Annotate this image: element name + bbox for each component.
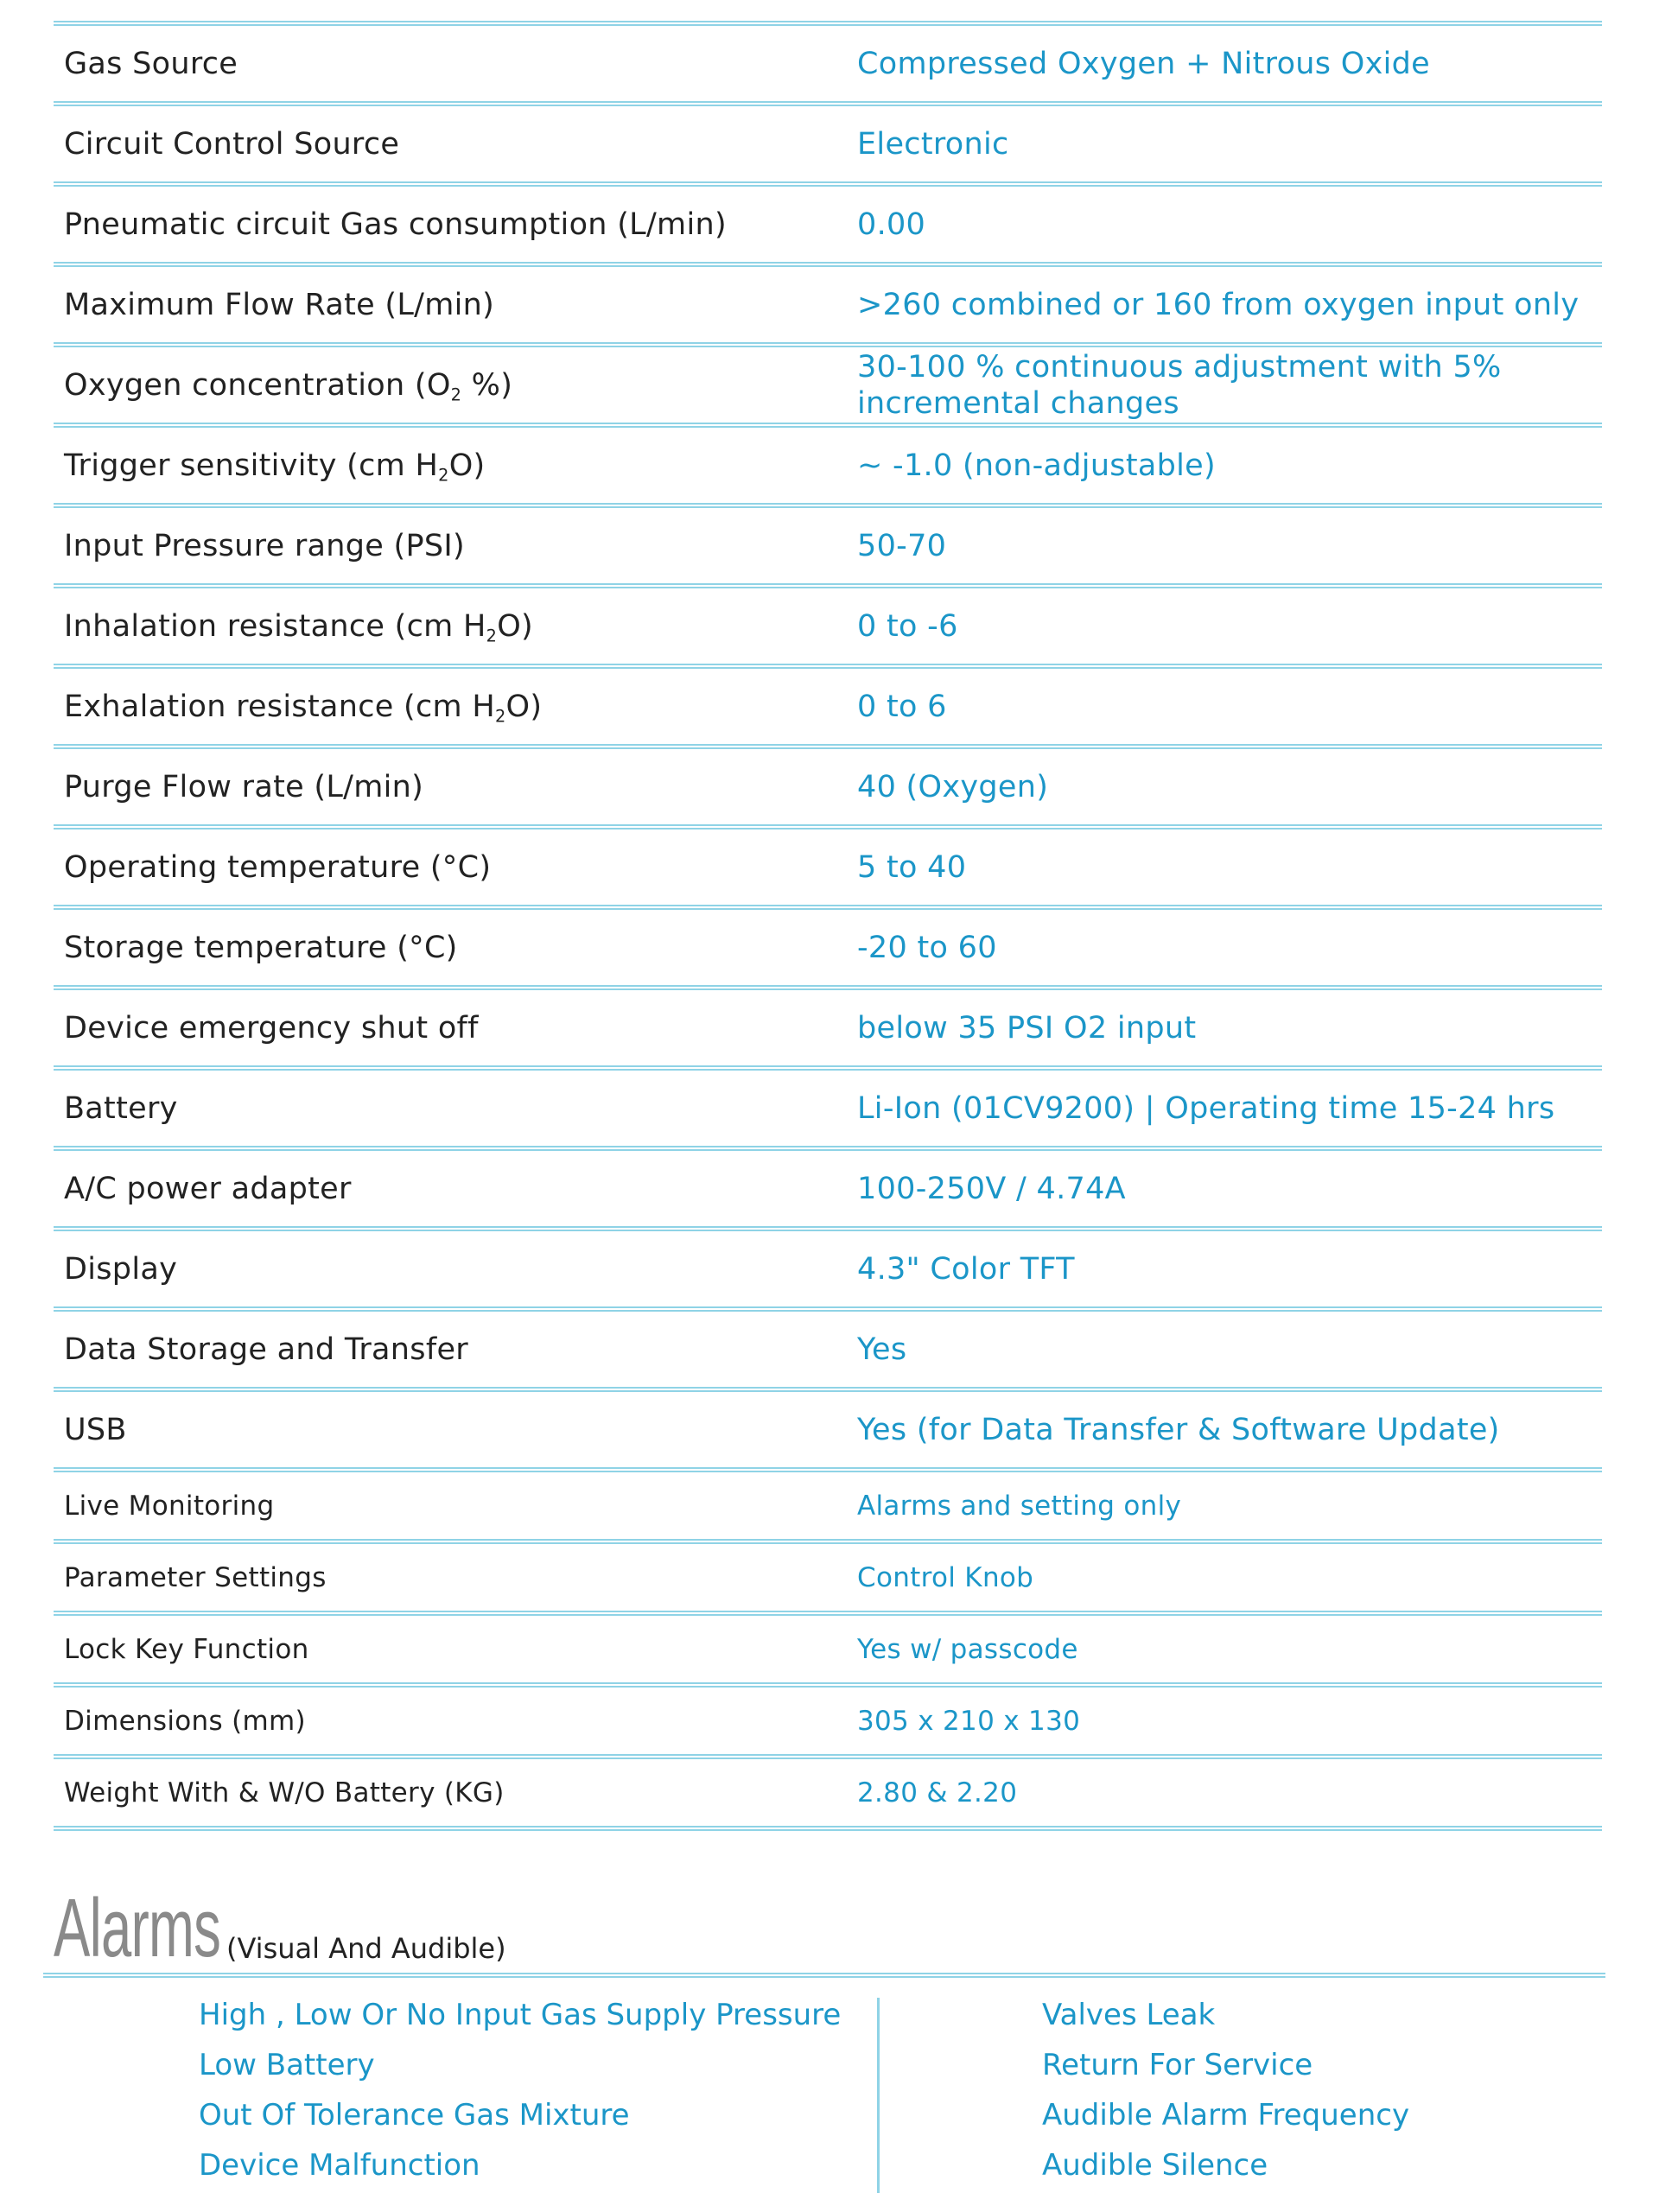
spec-label: Parameter Settings: [64, 1561, 327, 1593]
spec-value: Yes: [857, 1332, 907, 1367]
spec-value: 100-250V / 4.74A: [857, 1171, 1126, 1206]
table-row: [54, 1312, 1602, 1387]
spec-value: below 35 PSI O2 input: [857, 1010, 1197, 1046]
table-row: [54, 106, 1602, 181]
spec-value: 5 to 40: [857, 849, 967, 885]
spec-label: [54, 689, 857, 727]
alarms-rule: [43, 1973, 1605, 1978]
spec-label: Circuit Control Source: [64, 126, 400, 162]
spec-table: [54, 21, 1602, 1831]
spec-label: Battery: [64, 1090, 178, 1126]
table-row: [54, 1151, 1602, 1226]
spec-label: Weight With & W/O Battery (KG): [64, 1777, 505, 1808]
spec-value: 2.80 & 2.20: [857, 1777, 1018, 1808]
spec-label-text: O): [505, 689, 543, 724]
spec-label: [54, 609, 857, 644]
list-item: Valves Leak: [1042, 1998, 1216, 2032]
spec-label: Operating temperature (°C): [64, 849, 492, 885]
table-row: [54, 1688, 1602, 1754]
spec-label: Device emergency shut off: [64, 1010, 479, 1046]
table-rule: [54, 1826, 1602, 1831]
list-item: Audible Alarm Frequency: [1042, 2098, 1410, 2133]
table-row: [54, 1392, 1602, 1467]
alarms-title: Alarms: [54, 1882, 221, 1974]
spec-label: Storage temperature (°C): [64, 930, 458, 965]
table-row: [54, 508, 1602, 583]
spec-value: Electronic: [857, 126, 1009, 162]
table-row: [54, 1759, 1602, 1826]
spec-label-text: Oxygen concentration (O: [64, 367, 451, 403]
table-row: [54, 990, 1602, 1065]
spec-value: ~ -1.0 (non-adjustable): [857, 448, 1216, 483]
spec-value-line: incremental changes: [857, 385, 1179, 421]
spec-label: Pneumatic circuit Gas consumption (L/min): [64, 207, 727, 242]
list-item: Out Of Tolerance Gas Mixture: [199, 2098, 630, 2133]
spec-value: Yes (for Data Transfer & Software Update): [857, 1412, 1500, 1447]
table-row: [54, 749, 1602, 824]
subscript: 2: [438, 465, 449, 486]
spec-value: 50-70: [857, 528, 947, 563]
table-row: [54, 187, 1602, 262]
table-row: [54, 588, 1602, 664]
alarms-subtitle: (Visual And Audible): [226, 1932, 506, 1965]
spec-value: 40 (Oxygen): [857, 769, 1049, 804]
table-row: [54, 347, 1602, 423]
table-row: [54, 1231, 1602, 1306]
spec-value: 305 x 210 x 130: [857, 1705, 1081, 1737]
table-row: [54, 267, 1602, 342]
spec-label-text: %): [461, 367, 513, 403]
spec-label: Lock Key Function: [64, 1633, 309, 1665]
spec-value: 0 to -6: [857, 608, 958, 644]
table-row: [54, 1071, 1602, 1146]
alarms-list-right: [1042, 1990, 1409, 2190]
table-row: [54, 1544, 1602, 1611]
spec-value: Alarms and setting only: [857, 1490, 1182, 1522]
spec-label-text: Trigger sensitivity (cm H: [64, 448, 439, 483]
table-row: [54, 1616, 1602, 1682]
table-row: [54, 910, 1602, 985]
spec-value: Control Knob: [857, 1561, 1034, 1593]
table-row: [54, 26, 1602, 101]
spec-label: Dimensions (mm): [64, 1705, 306, 1737]
spec-label-text: Exhalation resistance (cm H: [64, 689, 495, 724]
list-item: High , Low Or No Input Gas Supply Pressure: [199, 1998, 842, 2032]
spec-label: Live Monitoring: [64, 1490, 275, 1522]
spec-label-text: O): [497, 608, 533, 644]
subscript: 2: [450, 385, 462, 405]
spec-value: Li-Ion (01CV9200) | Operating time 15-24 hrs: [857, 1090, 1555, 1126]
spec-value: -20 to 60: [857, 930, 997, 965]
spec-label: Maximum Flow Rate (L/min): [64, 287, 495, 322]
spec-value: >260 combined or 160 from oxygen input only: [857, 287, 1580, 322]
spec-label-text: Inhalation resistance (cm H: [64, 608, 486, 644]
table-row: [54, 428, 1602, 503]
list-item: Return For Service: [1042, 2048, 1313, 2082]
spec-label: [54, 448, 857, 486]
table-row: [54, 1472, 1602, 1539]
list-item: Low Battery: [199, 2048, 375, 2082]
spec-label: Gas Source: [64, 46, 238, 81]
alarms-list-left: [199, 1990, 841, 2190]
spec-label: [54, 368, 857, 403]
spec-value: [857, 349, 1602, 422]
list-item: Audible Silence: [1042, 2148, 1268, 2183]
spec-value: Compressed Oxygen + Nitrous Oxide: [857, 46, 1430, 81]
alarms-header: [54, 1882, 1609, 1974]
spec-value: 0 to 6: [857, 689, 947, 724]
spec-value: 4.3" Color TFT: [857, 1251, 1075, 1287]
spec-value: 0.00: [857, 207, 926, 242]
spec-label: A/C power adapter: [64, 1171, 352, 1206]
spec-label: Data Storage and Transfer: [64, 1332, 468, 1367]
subscript: 2: [494, 706, 506, 727]
subscript: 2: [486, 626, 498, 646]
alarms-divider: [877, 1998, 880, 2193]
spec-label: Purge Flow rate (L/min): [64, 769, 424, 804]
table-row: [54, 830, 1602, 905]
spec-label: USB: [64, 1412, 127, 1447]
spec-label: Input Pressure range (PSI): [64, 528, 465, 563]
spec-label: Display: [64, 1251, 178, 1287]
list-item: Device Malfunction: [199, 2148, 480, 2183]
spec-label-text: O): [448, 448, 486, 483]
spec-value: Yes w/ passcode: [857, 1633, 1078, 1665]
table-row: [54, 669, 1602, 744]
spec-value-line: 30-100 % continuous adjustment with 5%: [857, 349, 1502, 385]
